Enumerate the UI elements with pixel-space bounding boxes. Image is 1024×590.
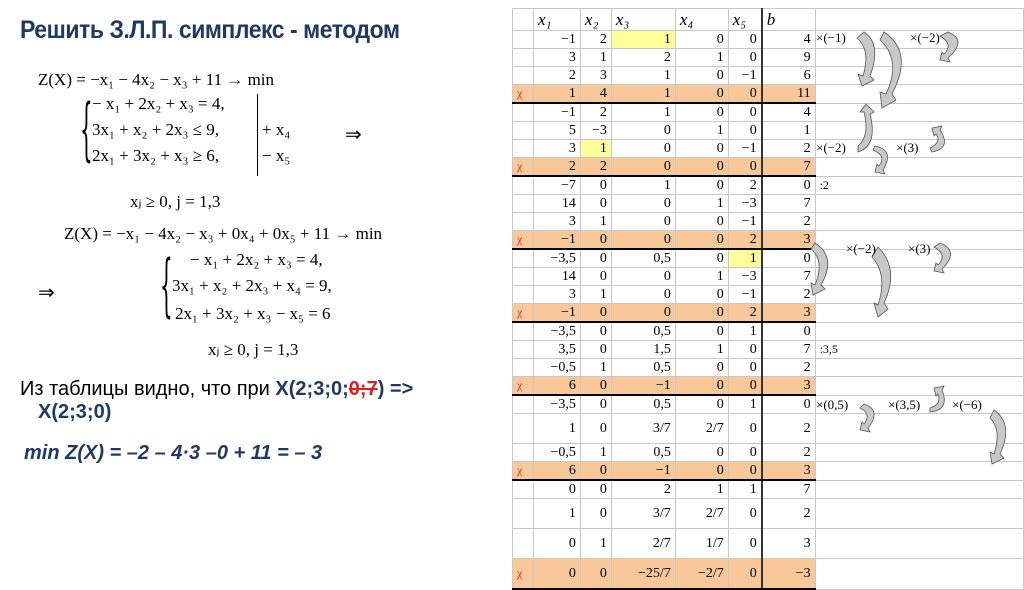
table-cell: 0,5	[611, 395, 675, 414]
table-cell: 0	[580, 304, 611, 323]
table-cell: −1	[728, 67, 761, 85]
table-cell: 0	[580, 414, 611, 444]
table-cell: 1	[611, 67, 675, 85]
table-cell: 0	[675, 67, 728, 85]
annotation-2: ×(−2)	[910, 30, 940, 45]
pivot-cell: 1	[728, 249, 761, 268]
table-cell: 1	[762, 122, 815, 140]
constraint-2: 3x₁ + x₂ + 2x₃ ≤ 9,	[92, 120, 220, 139]
table-cell: −2/7	[675, 559, 728, 590]
table-cell: 0	[675, 103, 728, 122]
nonnegativity-2: xⱼ ≥ 0, j = 1,3	[208, 340, 299, 359]
solution-part: X(2;3;0;	[275, 378, 349, 400]
annotation-5: ×(−2)	[846, 241, 876, 256]
table-cell: 4	[762, 103, 815, 122]
curved-arrow-icon	[860, 404, 874, 432]
table-cell: 2	[611, 480, 675, 499]
curved-arrow-icon	[873, 146, 888, 174]
table-cell: 0	[675, 176, 728, 195]
table-cell: −3	[728, 268, 761, 286]
table-cell: 2	[728, 176, 761, 195]
table-cell: 0	[728, 85, 761, 104]
table-cell: 0	[728, 499, 761, 529]
column-header: x₃	[611, 9, 675, 31]
table-cell: 0	[675, 286, 728, 304]
table-cell: 2/7	[611, 529, 675, 559]
canonical-constraint-2: 3x₁ + x₂ + 2x₃ + x₄ = 9,	[172, 276, 332, 295]
annotation-6: ×(3)	[908, 241, 931, 256]
table-cell: 0	[675, 359, 728, 377]
pivot-cell: 1	[580, 140, 611, 158]
table-cell: 1	[580, 444, 611, 462]
table-cell: 0	[611, 195, 675, 213]
table-cell: 1	[728, 322, 761, 341]
annotation-1: ×(−1)	[816, 30, 846, 45]
table-cell: 1	[580, 49, 611, 67]
table-cell: −3	[580, 122, 611, 140]
table-cell: 0	[675, 395, 728, 414]
table-cell: 3	[533, 140, 580, 158]
table-cell: −1	[728, 213, 761, 231]
table-cell: −3	[728, 195, 761, 213]
table-cell: 0	[728, 341, 761, 359]
table-cell: −1	[728, 286, 761, 304]
table-cell: 3/7	[611, 414, 675, 444]
table-cell: 0	[580, 499, 611, 529]
table-cell: 2	[533, 158, 580, 177]
table-cell: 0	[728, 158, 761, 177]
table-cell: 3	[580, 67, 611, 85]
table-cell: 1	[675, 268, 728, 286]
table-cell: −1	[533, 231, 580, 250]
curved-arrow-icon	[930, 386, 944, 412]
table-cell: 0	[675, 377, 728, 396]
table-cell: 1	[728, 480, 761, 499]
canonical-objective: Z(X) = −x₁ − 4x₂ − x₃ + 0x₄ + 0x₅ + 11 → min	[64, 224, 383, 243]
implies-arrow: ⇒	[345, 124, 362, 146]
canonical-constraint-1: − x₁ + 2x₂ + x₃ = 4,	[190, 250, 323, 269]
table-cell: 1	[611, 103, 675, 122]
curved-arrow-icon	[940, 32, 958, 62]
table-cell: 3	[762, 529, 815, 559]
table-cell: −1	[611, 377, 675, 396]
table-cell: 7	[762, 341, 815, 359]
table-cell: −3,5	[533, 322, 580, 341]
table-cell: 2	[762, 499, 815, 529]
table-cell: 0	[580, 377, 611, 396]
table-cell: 2	[762, 140, 815, 158]
curved-arrow-icon	[811, 243, 828, 295]
table-cell: 2	[580, 158, 611, 177]
table-cell: 2/7	[675, 499, 728, 529]
table-cell: −3,5	[533, 249, 580, 268]
curved-arrow-icon	[857, 32, 875, 86]
table-cell: 9	[762, 49, 815, 67]
row-label: χ	[513, 462, 534, 481]
table-cell: 1	[533, 414, 580, 444]
table-cell: 1	[728, 395, 761, 414]
table-cell: 1	[533, 85, 580, 104]
table-cell: 0	[580, 462, 611, 481]
table-cell: 2/7	[675, 414, 728, 444]
table-cell: −1	[533, 304, 580, 323]
table-cell: 0	[611, 304, 675, 323]
row-label: χ	[513, 304, 534, 323]
table-cell: 0	[580, 249, 611, 268]
table-cell: −25/7	[611, 559, 675, 590]
table-cell: −1	[533, 31, 580, 49]
table-cell: 0	[675, 85, 728, 104]
system-brace-2: {	[160, 244, 173, 326]
table-cell: 1	[580, 286, 611, 304]
table-cell: 0	[675, 462, 728, 481]
constraint-3: 2x₁ + 3x₂ + x₃ ≥ 6,	[92, 146, 220, 165]
table-cell: 0	[611, 140, 675, 158]
table-cell: −3,5	[533, 395, 580, 414]
table-cell: 3	[762, 304, 815, 323]
table-cell: 4	[762, 31, 815, 49]
table-cell: 0	[611, 213, 675, 231]
table-cell: 1	[675, 341, 728, 359]
solution-end: ) =>	[377, 378, 414, 400]
table-cell: 3	[762, 231, 815, 250]
table-cell: 3	[533, 49, 580, 67]
table-cell: −1	[728, 140, 761, 158]
row-label: χ	[513, 231, 534, 250]
table-cell: 14	[533, 268, 580, 286]
table-cell: 2	[728, 231, 761, 250]
table-cell: 0,5	[611, 444, 675, 462]
table-cell: 1	[533, 499, 580, 529]
annotation-7: ×(0,5)	[816, 397, 849, 412]
canonical-constraint-3: 2x₁ + 3x₂ + x₃ − x₅ = 6	[175, 304, 331, 323]
table-cell: 6	[533, 462, 580, 481]
add-slack: + x₄	[262, 120, 291, 139]
table-cell: 0	[611, 286, 675, 304]
table-cell: 1	[580, 359, 611, 377]
table-cell: 1,5	[611, 341, 675, 359]
table-cell: 0	[580, 395, 611, 414]
curved-arrow-icon	[934, 243, 951, 273]
table-cell: 0	[675, 158, 728, 177]
table-cell: 0	[762, 395, 815, 414]
table-cell: 7	[762, 268, 815, 286]
table-cell: 0	[675, 140, 728, 158]
table-cell: 0	[728, 559, 761, 590]
table-cell: 0	[580, 480, 611, 499]
curved-arrow-icon	[930, 126, 945, 152]
table-cell: 0	[611, 231, 675, 250]
table-cell: 0	[580, 176, 611, 195]
table-cell: 0	[533, 480, 580, 499]
table-cell: 1	[611, 176, 675, 195]
table-cell: 3	[762, 377, 815, 396]
column-header: x₁	[533, 9, 580, 31]
curved-arrow-icon	[880, 32, 901, 108]
table-cell: −7	[533, 176, 580, 195]
table-cell: 2	[762, 444, 815, 462]
column-header: b	[762, 9, 815, 31]
annotation-4: ×(3)	[896, 140, 919, 155]
table-cell: 2	[762, 213, 815, 231]
pivot-cell: 1	[611, 31, 675, 49]
table-cell: 0	[580, 231, 611, 250]
subtract-surplus: − x₅	[262, 146, 291, 165]
table-cell: 0	[533, 529, 580, 559]
table-cell: 3	[533, 213, 580, 231]
row-label: χ	[513, 377, 534, 396]
table-cell: 2	[728, 304, 761, 323]
row-note: :2	[815, 176, 1023, 195]
slide-title: Решить З.Л.П. симплекс - методом	[20, 16, 400, 44]
table-cell: 1/7	[675, 529, 728, 559]
table-cell: 0	[611, 158, 675, 177]
table-cell: −1	[533, 103, 580, 122]
conclusion-prefix: Из таблицы видно, что при	[20, 378, 276, 400]
row-label: χ	[513, 85, 534, 104]
annotation-8: ×(3,5)	[888, 397, 921, 412]
table-cell: 0	[675, 304, 728, 323]
table-cell: −0,5	[533, 444, 580, 462]
table-cell: 0	[580, 341, 611, 359]
table-cell: 2	[580, 31, 611, 49]
annotation-3: ×(−2)	[816, 140, 846, 155]
table-cell: 0	[728, 462, 761, 481]
row-label: χ	[513, 559, 534, 590]
table-cell: 0	[728, 103, 761, 122]
table-cell: 0	[728, 49, 761, 67]
table-cell: 3	[762, 462, 815, 481]
min-value: min Z(X) = –2 – 4·3 –0 + 11 = – 3	[24, 442, 323, 464]
table-cell: 2	[762, 414, 815, 444]
table-cell: 1	[611, 85, 675, 104]
curved-arrow-icon	[858, 104, 874, 152]
table-cell: 14	[533, 195, 580, 213]
table-cell: 1	[675, 480, 728, 499]
table-cell: 0	[580, 322, 611, 341]
table-cell: 3,5	[533, 341, 580, 359]
table-cell: 0	[762, 322, 815, 341]
table-cell: 0	[675, 322, 728, 341]
table-cell: −1	[611, 462, 675, 481]
table-cell: 0	[611, 268, 675, 286]
table-cell: 1	[675, 122, 728, 140]
table-cell: 0	[728, 359, 761, 377]
system-brace: {	[80, 88, 93, 170]
table-cell: 0	[728, 414, 761, 444]
column-header: x₅	[728, 9, 761, 31]
table-cell: 0	[611, 122, 675, 140]
table-cell: 0	[675, 249, 728, 268]
table-cell: 0	[728, 122, 761, 140]
table-cell: −0,5	[533, 359, 580, 377]
table-cell: 0,5	[611, 322, 675, 341]
table-cell: 2	[580, 103, 611, 122]
table-cell: 4	[580, 85, 611, 104]
objective-function: Z(X) = −x₁ − 4x₂ − x₃ + 11 → min	[38, 70, 275, 89]
row-note: :3,5	[815, 341, 1023, 359]
table-cell: 0	[580, 268, 611, 286]
implies-arrow-2: ⇒	[38, 282, 55, 304]
table-cell: 2	[611, 49, 675, 67]
table-cell: 0	[762, 249, 815, 268]
table-cell: 0,5	[611, 249, 675, 268]
constraint-1: − x₁ + 2x₂ + x₃ = 4,	[92, 94, 225, 113]
table-cell: 3/7	[611, 499, 675, 529]
table-cell: 1	[675, 195, 728, 213]
table-cell: 1	[580, 213, 611, 231]
table-cell: 1	[580, 529, 611, 559]
table-cell: 2	[533, 67, 580, 85]
row-label: χ	[513, 158, 534, 177]
curved-arrow-icon	[990, 410, 1006, 464]
column-header: x₄	[675, 9, 728, 31]
curved-arrow-icon	[872, 247, 891, 317]
table-cell: 0	[580, 559, 611, 590]
table-cell: 7	[762, 480, 815, 499]
table-cell: −3	[762, 559, 815, 590]
table-cell: 0	[728, 529, 761, 559]
table-cell: 2	[762, 359, 815, 377]
table-cell: 6	[762, 67, 815, 85]
table-cell: 2	[762, 286, 815, 304]
table-cell: 0	[675, 444, 728, 462]
solution-result: X(2;3;0)	[38, 401, 112, 423]
table-cell: 0,5	[611, 359, 675, 377]
struck-values: 0;7	[348, 378, 378, 400]
nonnegativity-1: xⱼ ≥ 0, j = 1,3	[130, 192, 221, 211]
column-header: x₂	[580, 9, 611, 31]
table-cell: 0	[675, 231, 728, 250]
table-cell: 6	[533, 377, 580, 396]
table-cell: 0	[533, 559, 580, 590]
annotation-9: ×(−6)	[952, 397, 982, 412]
table-cell: 1	[675, 49, 728, 67]
table-cell: 0	[762, 176, 815, 195]
table-cell: 11	[762, 85, 815, 104]
table-cell: 0	[580, 195, 611, 213]
table-cell: 0	[675, 213, 728, 231]
table-cell: 3	[533, 286, 580, 304]
table-cell: 0	[728, 377, 761, 396]
table-cell: 0	[675, 31, 728, 49]
table-cell: 0	[728, 444, 761, 462]
table-cell: 5	[533, 122, 580, 140]
table-cell: 7	[762, 195, 815, 213]
table-cell: 0	[728, 31, 761, 49]
table-cell: 7	[762, 158, 815, 177]
